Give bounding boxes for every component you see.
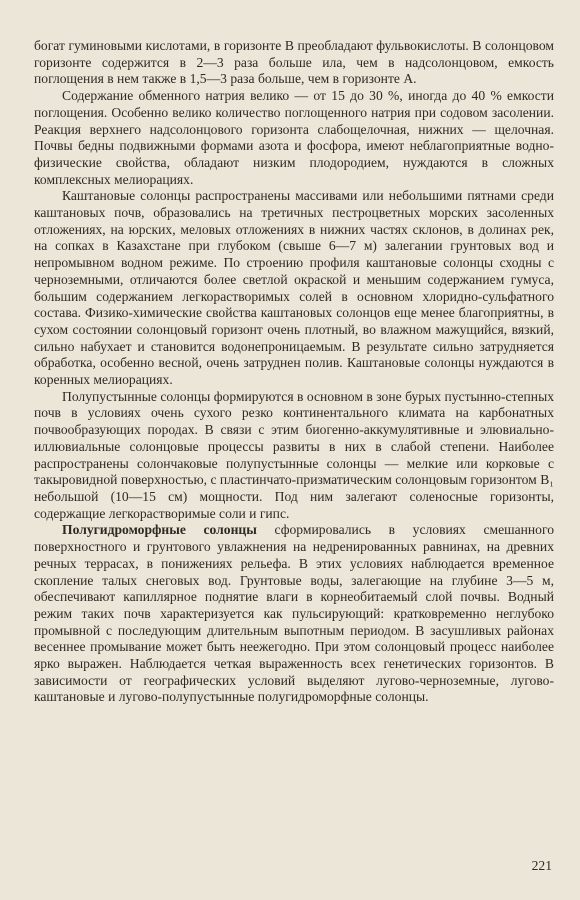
body-text	[34, 38, 554, 706]
paragraph-3-text: Каштановые солонцы распространены массивами или небольшими пятнами среди каштановых почв, образовались на третичных пестроцветных морских засоленных отложениях, на юрских, меловых отложениях в нижних частях склонов, в долинах рек, на сопках в Казахстане при глубоком (свыше 6—7 м) залегании грунтовых вод и непромывном водном режиме. По строению профиля каштановые солонцы сходны с черноземными, отличаются более светлой окраской и меньшим содержанием гумуса, большим содержанием легкорастворимых солей в основном хлоридно-сульфатного состава. Физико-химические свойства каштановых солонцов еще менее благоприятны, в сухом состоянии солонцовый горизонт очень плотный, во влажном мажущийся, вязкий, сильно набухает и становится водонепроницаемым. В результате сильно затрудняется обработка, особенно весной, очень затруднен полив. Каштановые солонцы нуждаются в коренных мелиорациях.	[34, 188, 554, 388]
paragraph-5-text: сформировались в условиях смешанного поверхностного и грунтового увлажнения на недренированных равнинах, на древних речных террасах, в понижениях рельефа. В этих условиях наблюдается временное скопление талых снеговых вод. Грунтовые воды, залегающие на глубине 3—5 м, обеспечивают капиллярное поднятие влаги в корнеобитаемый слой почвы. Водный режим таких почв характеризуется как пульсирующий: кратковременно неглубоко промывной с последующим длительным выпотным периодом. В засушливых районах весеннее промывание может быть неежегодно. При этом солонцовый процесс наиболее ярко выражен. Наблюдается четкая выраженность всех генетических горизонтов. В зависимости от географических условий выделяют лугово-черноземные, лугово-каштановые и лугово-полупустынные полугидроморфные солонцы.	[34, 522, 554, 705]
page-number: 221	[531, 858, 552, 873]
paragraph-4	[34, 389, 554, 523]
paragraph-3	[34, 188, 554, 388]
paragraph-2-text: Содержание обменного натрия велико — от 15 до 30 %, иногда до 40 % емкости поглощения. Особенно велико количество поглощенного натрия при содовом засолении. Реакция верхнего надсолонцового горизонта слабощелочная, нижних — щелочная. Почвы бедны подвижными формами азота и фосфора, имеют неблагоприятные водно-физические свойства, обладают низким плодородием, нуждаются в сложных комплексных мелиорациях.	[34, 88, 554, 187]
paragraph-1	[34, 38, 554, 88]
paragraph-4-text: Полупустынные солонцы формируются в основном в зоне бурых пустынно-степных почв в условиях очень сухого резко континентального климата на карбонатных почвообразующих породах. В связи с этим биогенно-аккумулятивные и элювиально-иллювиальные солонцовые процессы развиты в них в слабой степени. Наиболее распространены солончаковые полупустынные солонцы — мелкие или корковые с такыровидной поверхностью, с пластинчато-призматическим солонцовым горизонтом B₁ небольшой (10—15 см) мощности. Под ним залегают соленосные горизонты, содержащие легкорастворимые соли и гипс.	[34, 388, 554, 521]
paragraph-2	[34, 88, 554, 188]
paragraph-5	[34, 522, 554, 706]
paragraph-5-lead: Полугидроморфные солонцы	[62, 522, 257, 538]
paragraph-1-text: богат гуминовыми кислотами, в горизонте B преобладают фульвокислоты. В солонцовом горизонте содержится в 2—3 раза больше ила, чем в надсолонцовом, емкость поглощения в нем также в 1,5—3 раза больше, чем в горизонте A.	[34, 38, 554, 87]
